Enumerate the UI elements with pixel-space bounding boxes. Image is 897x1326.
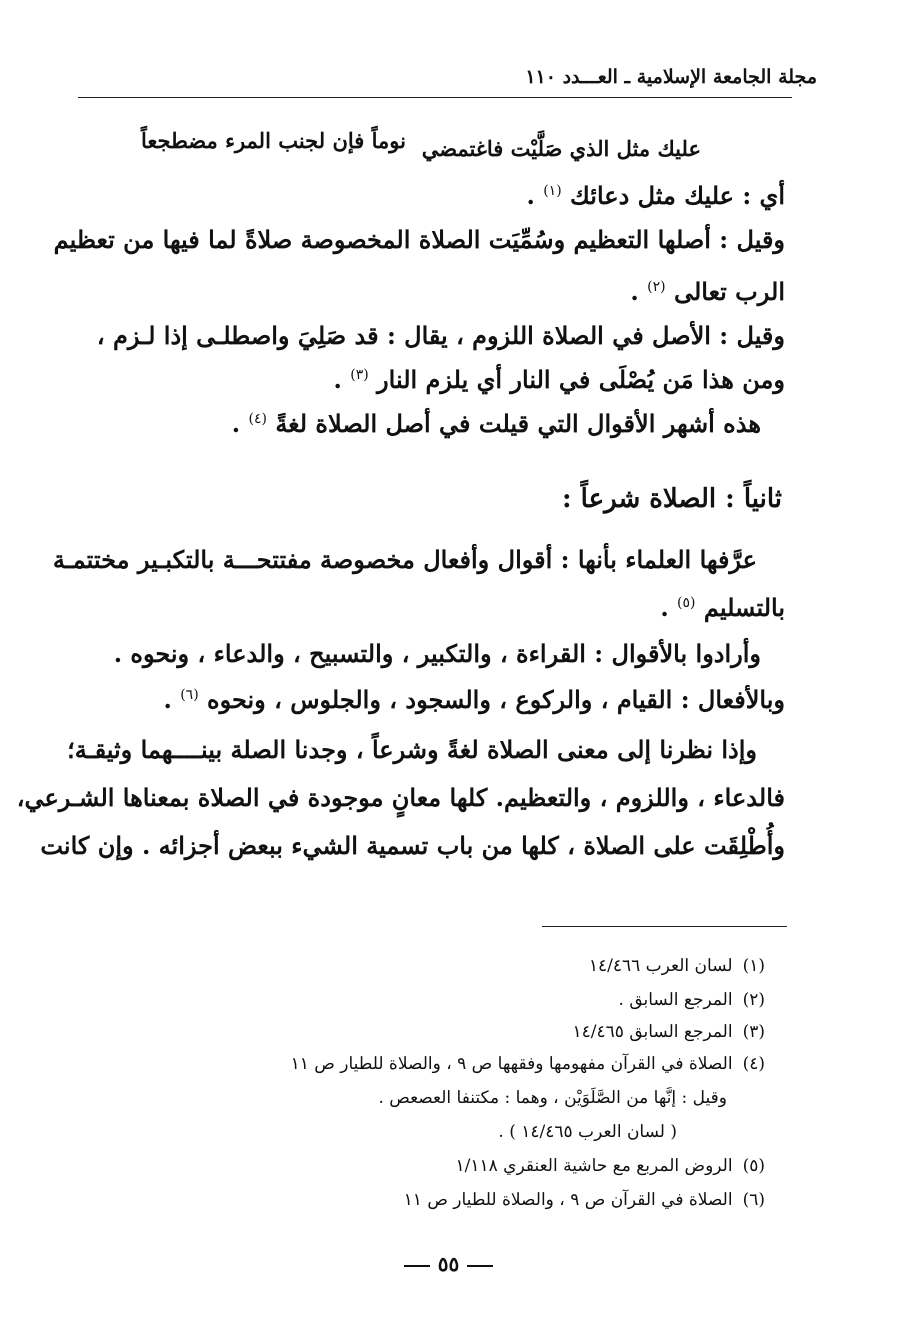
footnote-ref-3: (٣) bbox=[350, 367, 369, 383]
body-line-8-text: بالتسليم bbox=[703, 593, 785, 622]
page-number-dash bbox=[467, 1265, 493, 1267]
footnote-6 bbox=[404, 1190, 765, 1210]
footnote-ref-1: (١) bbox=[543, 183, 562, 199]
footnote-text: وقيل : إنَّها من الصَّلَوَيْن ، وهما : مكتنفا العصعص . bbox=[378, 1088, 727, 1108]
footnote-text: ( لسان العرب ١٤/٤٦٥ ) . bbox=[498, 1122, 677, 1142]
body-line-9: وأرادوا بالأقوال : القراءة ، والتكبير ، والتسبيح ، والدعاء ، ونحوه . bbox=[113, 639, 761, 668]
page-number-dash bbox=[404, 1265, 430, 1267]
footnote-text: الصلاة في القرآن ص ٩ ، والصلاة للطيار ص ١١ bbox=[403, 1190, 733, 1210]
body-line-10-text: وبالأفعال : القيام ، والركوع ، والسجود ، والجلوس ، ونحوه bbox=[207, 685, 785, 714]
body-line-10 bbox=[163, 686, 785, 715]
body-line-5-end: . bbox=[333, 365, 342, 394]
footnote-text: المرجع السابق ١٤/٤٦٥ bbox=[572, 1022, 733, 1042]
footnote-text: الصلاة في القرآن مفهومها وفقهها ص ٩ ، والصلاة للطيار ص ١١ bbox=[290, 1054, 733, 1074]
body-line-8-end: . bbox=[660, 593, 669, 622]
footnote-4 bbox=[291, 1054, 765, 1074]
verse-second-hemistich: نوماً فإن لجنب المرء مضطجعاً bbox=[141, 128, 406, 153]
body-line-10-end: . bbox=[163, 685, 172, 714]
body-line-11: وإذا نظرنا إلى معنى الصلاة لغةً وشرعاً ، وجدنا الصلة بينــــهما وثيقـة؛ bbox=[67, 735, 757, 764]
body-line-5-text: ومن هذا مَن يُصْلَى في النار أي يلزم النار bbox=[377, 365, 785, 394]
body-line-1-text: أي : عليك مثل دعائك bbox=[570, 181, 785, 210]
footnote-3 bbox=[573, 1022, 765, 1042]
body-line-3-text: الرب تعالى bbox=[673, 277, 785, 306]
verse-first-hemistich: عليك مثل الذي صَلَّيْت فاغتمضي bbox=[421, 136, 701, 161]
page-number-value: ٥٥ bbox=[437, 1252, 460, 1276]
body-line-6-text: هذه أشهر الأقوال التي قيلت في أصل الصلاة لغةً bbox=[275, 409, 761, 438]
page-number bbox=[0, 1252, 897, 1276]
body-line-3 bbox=[630, 278, 785, 307]
footnote-number: (٣) bbox=[742, 1022, 765, 1042]
footnote-ref-4: (٤) bbox=[248, 411, 267, 427]
footnote-number: (١) bbox=[742, 956, 765, 976]
body-line-6 bbox=[232, 410, 761, 439]
body-line-2: وقيل : أصلها التعظيم وسُمِّيَت الصلاة المخصوصة صلاةً لما فيها من تعظيم bbox=[53, 225, 785, 254]
body-line-4: وقيل : الأصل في الصلاة اللزوم ، يقال : قد صَلِيَ واصطلـى إذا لـزم ، bbox=[96, 321, 785, 350]
footnote-divider bbox=[542, 926, 787, 927]
body-line-7: عرَّفها العلماء بأنها : أقوال وأفعال مخصوصة مفتتحـــة بالتكبـير مختتمـة bbox=[52, 545, 757, 574]
footnote-4-continuation-1 bbox=[378, 1088, 727, 1108]
body-line-5 bbox=[334, 366, 786, 395]
footnote-ref-6: (٦) bbox=[180, 687, 199, 703]
body-line-1 bbox=[526, 182, 785, 211]
header-divider bbox=[78, 97, 792, 98]
running-header: مجلة الجامعة الإسلامية ـ العـــدد ١١٠ bbox=[525, 66, 817, 88]
footnote-number: (٦) bbox=[742, 1190, 765, 1210]
footnote-number: (٤) bbox=[742, 1054, 765, 1074]
footnote-text: المرجع السابق . bbox=[618, 990, 733, 1010]
footnote-ref-2: (٢) bbox=[647, 279, 666, 295]
footnote-4-continuation-2 bbox=[498, 1122, 677, 1142]
footnote-number: (٢) bbox=[742, 990, 765, 1010]
footnote-5 bbox=[456, 1156, 766, 1176]
footnote-text: الروض المربع مع حاشية العنقري ١/١١٨ bbox=[455, 1156, 733, 1176]
footnote-text: لسان العرب ١٤/٤٦٦ bbox=[588, 956, 733, 976]
body-line-6-end: . bbox=[231, 409, 241, 438]
footnote-1 bbox=[589, 956, 765, 976]
body-line-1-end: . bbox=[526, 181, 535, 210]
body-line-3-end: . bbox=[630, 277, 639, 306]
body-line-12: فالدعاء ، واللزوم ، والتعظيم. كلها معانٍ موجودة في الصلاة بمعناها الشـرعي، bbox=[16, 783, 785, 812]
section-heading: ثانياً : الصلاة شرعاً : bbox=[562, 484, 782, 514]
footnote-2 bbox=[619, 990, 765, 1010]
footnote-number: (٥) bbox=[742, 1156, 765, 1176]
body-line-13: وأُطْلِقَت على الصلاة ، كلها من باب تسمية الشيء ببعض أجزائه . وإن كانت bbox=[40, 831, 785, 860]
body-line-8 bbox=[660, 594, 785, 623]
footnote-ref-5: (٥) bbox=[677, 595, 696, 611]
